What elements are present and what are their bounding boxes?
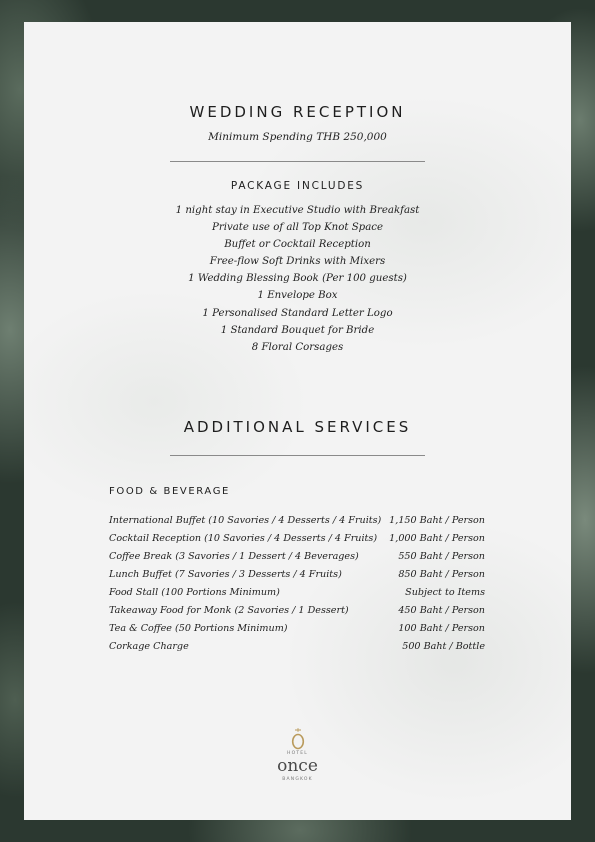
service-row [109, 548, 485, 566]
wedding-reception-title: WEDDING RECEPTION [189, 103, 406, 121]
service-price: 450 Baht / Person [398, 605, 485, 616]
package-item: 1 Wedding Blessing Book (Per 100 guests) [188, 273, 407, 285]
logo-hotel-text: HOTEL [286, 751, 309, 756]
package-item: Free-flow Soft Drinks with Mixers [209, 256, 386, 268]
service-row [109, 638, 485, 656]
menu-sheet [24, 22, 571, 820]
service-name: Takeaway Food for Monk (2 Savories / 1 Dessert) [109, 605, 349, 616]
service-name: Food Stall (100 Portions Minimum) [109, 587, 280, 598]
service-price: 1,000 Baht / Person [389, 533, 485, 544]
food-beverage-title: FOOD & BEVERAGE [109, 486, 230, 497]
service-row [109, 512, 485, 530]
service-row [109, 566, 485, 584]
services-list [109, 512, 485, 656]
service-price: 1,150 Baht / Person [389, 515, 485, 526]
hotel-logo [24, 728, 571, 782]
package-item: 1 night stay in Executive Studio with Breakfast [175, 205, 420, 216]
package-list [24, 202, 571, 356]
logo-city-text: BANGKOK [282, 777, 313, 782]
package-item: 1 Standard Bouquet for Bride [220, 324, 375, 336]
service-price: 500 Baht / Bottle [402, 641, 485, 652]
service-name: International Buffet (10 Savories / 4 Desserts / 4 Fruits) [109, 515, 382, 526]
additional-services-title: ADDITIONAL SERVICES [183, 418, 412, 436]
service-name: Corkage Charge [109, 641, 189, 652]
minimum-spending: Minimum Spending THB 250,000 [208, 131, 387, 143]
service-name: Lunch Buffet (7 Savories / 3 Desserts / 4 Fruits) [109, 569, 342, 580]
package-includes-title: PACKAGE INCLUDES [230, 180, 365, 192]
service-price: 550 Baht / Person [398, 551, 485, 562]
package-item: Buffet or Cocktail Reception [224, 239, 371, 251]
divider [170, 455, 425, 456]
service-name: Tea & Coffee (50 Portions Minimum) [109, 623, 288, 634]
service-row [109, 530, 485, 548]
service-price: 100 Baht / Person [398, 623, 485, 634]
service-name: Coffee Break (3 Savories / 1 Dessert / 4 Beverages) [109, 551, 359, 562]
service-price: 850 Baht / Person [398, 569, 485, 580]
package-item: Private use of all Top Knot Space [211, 222, 384, 234]
logo-o-mark-icon [291, 728, 305, 750]
service-row [109, 602, 485, 620]
service-row [109, 620, 485, 638]
divider [170, 161, 425, 162]
logo-name: once [277, 756, 318, 776]
service-name: Cocktail Reception (10 Savories / 4 Desserts / 4 Fruits) [109, 533, 378, 544]
service-price: Subject to Items [405, 587, 485, 598]
package-item: 8 Floral Corsages [251, 341, 344, 353]
service-row [109, 584, 485, 602]
package-item: 1 Envelope Box [257, 290, 338, 302]
package-item: 1 Personalised Standard Letter Logo [202, 307, 393, 319]
